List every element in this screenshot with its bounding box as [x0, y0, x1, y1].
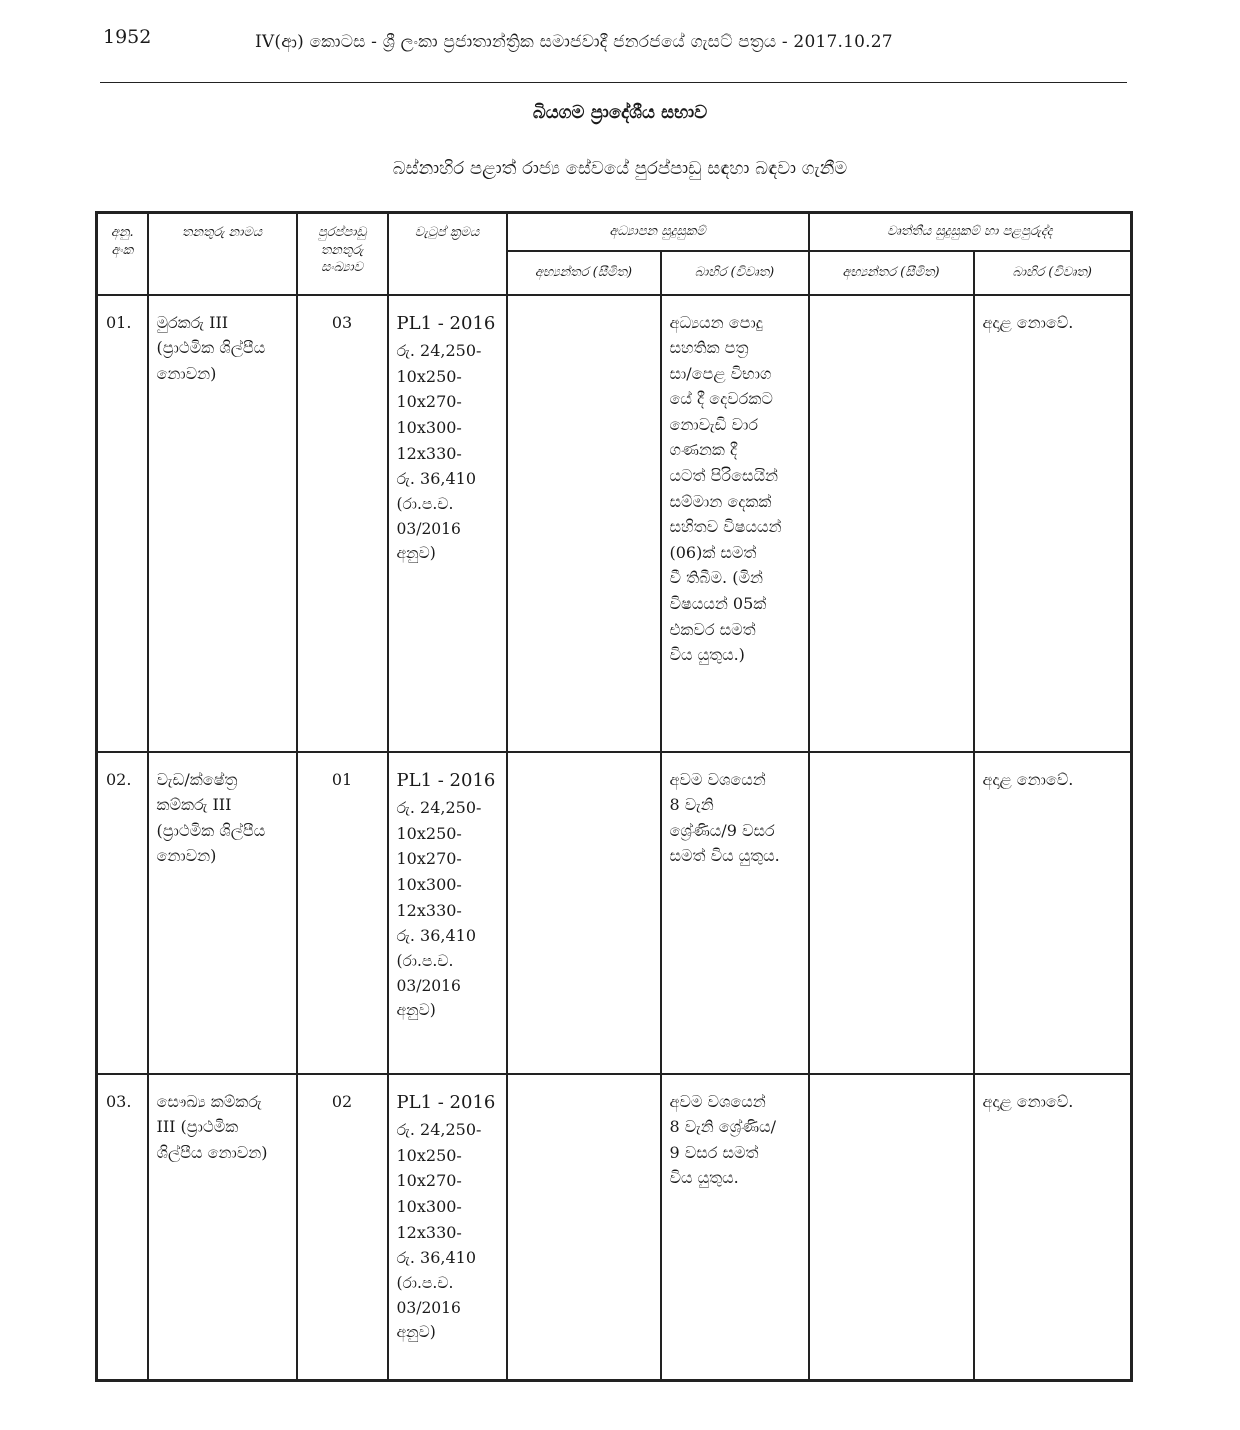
header-serial-no [97, 213, 148, 295]
post-name-line: (ප්‍රාථමික ශිල්පීය [156, 338, 266, 358]
edu-external-line: විය යුතුය.) [669, 645, 745, 665]
post-name-line: ශිල්පීය නොවන) [156, 1142, 268, 1162]
edu-external-line: විෂයයන් 05ක් [669, 594, 767, 614]
serial-no-cell: 02. [97, 752, 148, 1074]
post-name-line: නොවන) [156, 363, 217, 383]
header-rule [100, 82, 1127, 83]
edu-external-line: (06)ක් සමත් [669, 542, 757, 562]
post-name-line: (ප්‍රාථමික ශිල්පීය [156, 820, 266, 840]
edu-external-line: යේ දී දෙවරකට [669, 389, 773, 409]
salary-code: PL1 - 2016 [396, 769, 496, 791]
header-vacancy-count-line: පුරප්පාඩු [317, 225, 367, 240]
edu-external-line: සහතික පත්‍ර [669, 338, 749, 358]
header-edu-internal: අභ්‍යන්තර (සීමිත) [507, 251, 661, 295]
running-header: IV(ආ) කොටස - ශ්‍රී ලංකා ප්‍රජාතාන්ත්‍රික සමාජවාදී ජනරජයේ ගැසට් පත්‍රය - 2017.10.27 [255, 32, 893, 52]
edu-internal-cell [507, 295, 661, 752]
prof-external-cell: අදාළ නොවේ. [974, 295, 1132, 752]
edu-external-line: අවම වශයෙන් [669, 769, 766, 789]
edu-internal-cell [507, 1074, 661, 1381]
salary-note: අනුව) [396, 544, 436, 563]
salary-step: රු. 24,250- [396, 1120, 482, 1140]
prof-internal-cell [809, 752, 974, 1074]
edu-internal-cell [507, 752, 661, 1074]
salary-code: PL1 - 2016 [396, 312, 496, 334]
salary-step: 10x250- [396, 1145, 462, 1165]
salary-note: අනුව) [396, 1323, 436, 1342]
edu-external-line: අවම වශයෙන් [669, 1091, 766, 1111]
page-number: 1952 [103, 26, 152, 48]
post-name-cell [148, 1074, 297, 1381]
vacancy-count-cell: 03 [297, 295, 388, 752]
edu-external-line: 8 වැනි [669, 795, 714, 815]
header-professional-group: වෘත්තීය සුදුසුකම් හා පළපුරුද්ද [809, 213, 1132, 251]
edu-external-line: සමත් විය යුතුය. [669, 846, 780, 866]
salary-note: (රා.ප.ච. [396, 1273, 454, 1292]
post-name-line: සෞඛ්‍ය කම්කරු [156, 1091, 262, 1111]
header-vacancy-count-line: තනතුරු [320, 242, 364, 258]
prof-external-cell: අදාළ නොවේ. [974, 752, 1132, 1074]
salary-scheme-cell [388, 295, 507, 752]
salary-step: 10x300- [396, 875, 462, 895]
table-row [97, 752, 1132, 1074]
header-post-name: තනතුරු නාමය [148, 213, 297, 295]
document-subtitle: බස්නාහිර පළාත් රාජ්‍ය සේවයේ පුරප්පාඩු සඳහා බඳවා ගැනීම [392, 158, 848, 179]
salary-step: රු. 24,250- [396, 798, 482, 818]
post-name-cell [148, 295, 297, 752]
edu-external-line: විය යුතුය. [669, 1168, 739, 1188]
table-row [97, 295, 1132, 752]
header-serial-no-line: අංක [111, 242, 134, 258]
vacancy-count-cell: 01 [297, 752, 388, 1074]
salary-step: 12x330- [396, 443, 462, 463]
salary-step: 10x270- [396, 1171, 462, 1191]
document-title: බියගම ප්‍රාදේශීය සභාව [532, 102, 708, 123]
edu-external-line: ශ්‍රේණිය/9 වසර [669, 820, 775, 840]
salary-note: (රා.ප.ච. [396, 494, 454, 513]
post-name-cell [148, 752, 297, 1074]
edu-external-line: එකවර සමත් [669, 619, 756, 639]
header-prof-internal: අභ්‍යන්තර (සීමිත) [809, 251, 974, 295]
salary-code: PL1 - 2016 [396, 1091, 496, 1113]
salary-step: රු. 24,250- [396, 341, 482, 361]
salary-note: (රා.ප.ච. [396, 951, 454, 970]
salary-step: 10x270- [396, 849, 462, 869]
post-name-line: වැඩ/ක්ෂේත්‍ර [156, 769, 238, 789]
salary-step: 10x300- [396, 1197, 462, 1217]
post-name-line: III (ප්‍රාථමික [156, 1117, 239, 1137]
edu-external-cell [661, 752, 809, 1074]
header-prof-external: බාහිර (විවෘත) [974, 251, 1132, 295]
header-row [97, 213, 1132, 251]
post-name-line: නොවන) [156, 846, 217, 866]
vacancy-count-cell: 02 [297, 1074, 388, 1381]
salary-step: 10x300- [396, 418, 462, 438]
salary-step: රු. 36,410 [396, 1248, 477, 1268]
salary-step: 10x250- [396, 823, 462, 843]
vacancies-table [95, 211, 1133, 1382]
prof-external-cell: අදාළ නොවේ. [974, 1074, 1132, 1381]
edu-external-cell [661, 1074, 809, 1381]
edu-external-line: 8 වැනි ශ්‍රේණිය/ [669, 1117, 777, 1137]
salary-note: 03/2016 [396, 1298, 461, 1317]
salary-step: 10x270- [396, 392, 462, 412]
table-row [97, 1074, 1132, 1381]
edu-external-line: නොවැඩි වාර [669, 414, 758, 434]
salary-scheme-cell [388, 1074, 507, 1381]
header-vacancy-count [297, 213, 388, 295]
header-edu-external: බාහිර (විවෘත) [661, 251, 809, 295]
edu-external-line: සා/පෙළ විභාග [669, 363, 772, 383]
salary-note: 03/2016 [396, 519, 461, 538]
edu-external-line: ගණනක දී [669, 440, 738, 460]
header-serial-no-line: අනු. [110, 225, 134, 240]
edu-external-cell [661, 295, 809, 752]
header-vacancy-count-line: සංඛ්‍යාව [320, 260, 364, 276]
salary-scheme-cell [388, 752, 507, 1074]
post-name-line: කම්කරු III [156, 795, 232, 815]
serial-no-cell: 03. [97, 1074, 148, 1381]
salary-step: 10x250- [396, 366, 462, 386]
salary-step: රු. 36,410 [396, 469, 477, 489]
salary-step: රු. 36,410 [396, 926, 477, 946]
edu-external-line: සහිතව විෂයයන් [669, 517, 782, 537]
serial-no-cell: 01. [97, 295, 148, 752]
header-education-group: අධ්‍යාපන සුදුසුකම් [507, 213, 809, 251]
salary-step: 12x330- [396, 1222, 462, 1242]
salary-note: අනුව) [396, 1001, 436, 1020]
edu-external-line: 9 වසර සමත් [669, 1142, 759, 1162]
edu-external-line: අධ්‍යයන පොදු [669, 312, 763, 332]
header-salary-scheme: වැටුප් ක්‍රමය [388, 213, 507, 295]
salary-step: 12x330- [396, 900, 462, 920]
edu-external-line: යටත් පිරිසෙයින් [669, 466, 778, 486]
post-name-line: මුරකරු III [156, 312, 229, 332]
edu-external-line: සම්මාන දෙකක් [669, 491, 772, 511]
prof-internal-cell [809, 295, 974, 752]
prof-internal-cell [809, 1074, 974, 1381]
edu-external-line: වී තිබීම. (මින් [669, 568, 763, 588]
salary-note: 03/2016 [396, 976, 461, 995]
